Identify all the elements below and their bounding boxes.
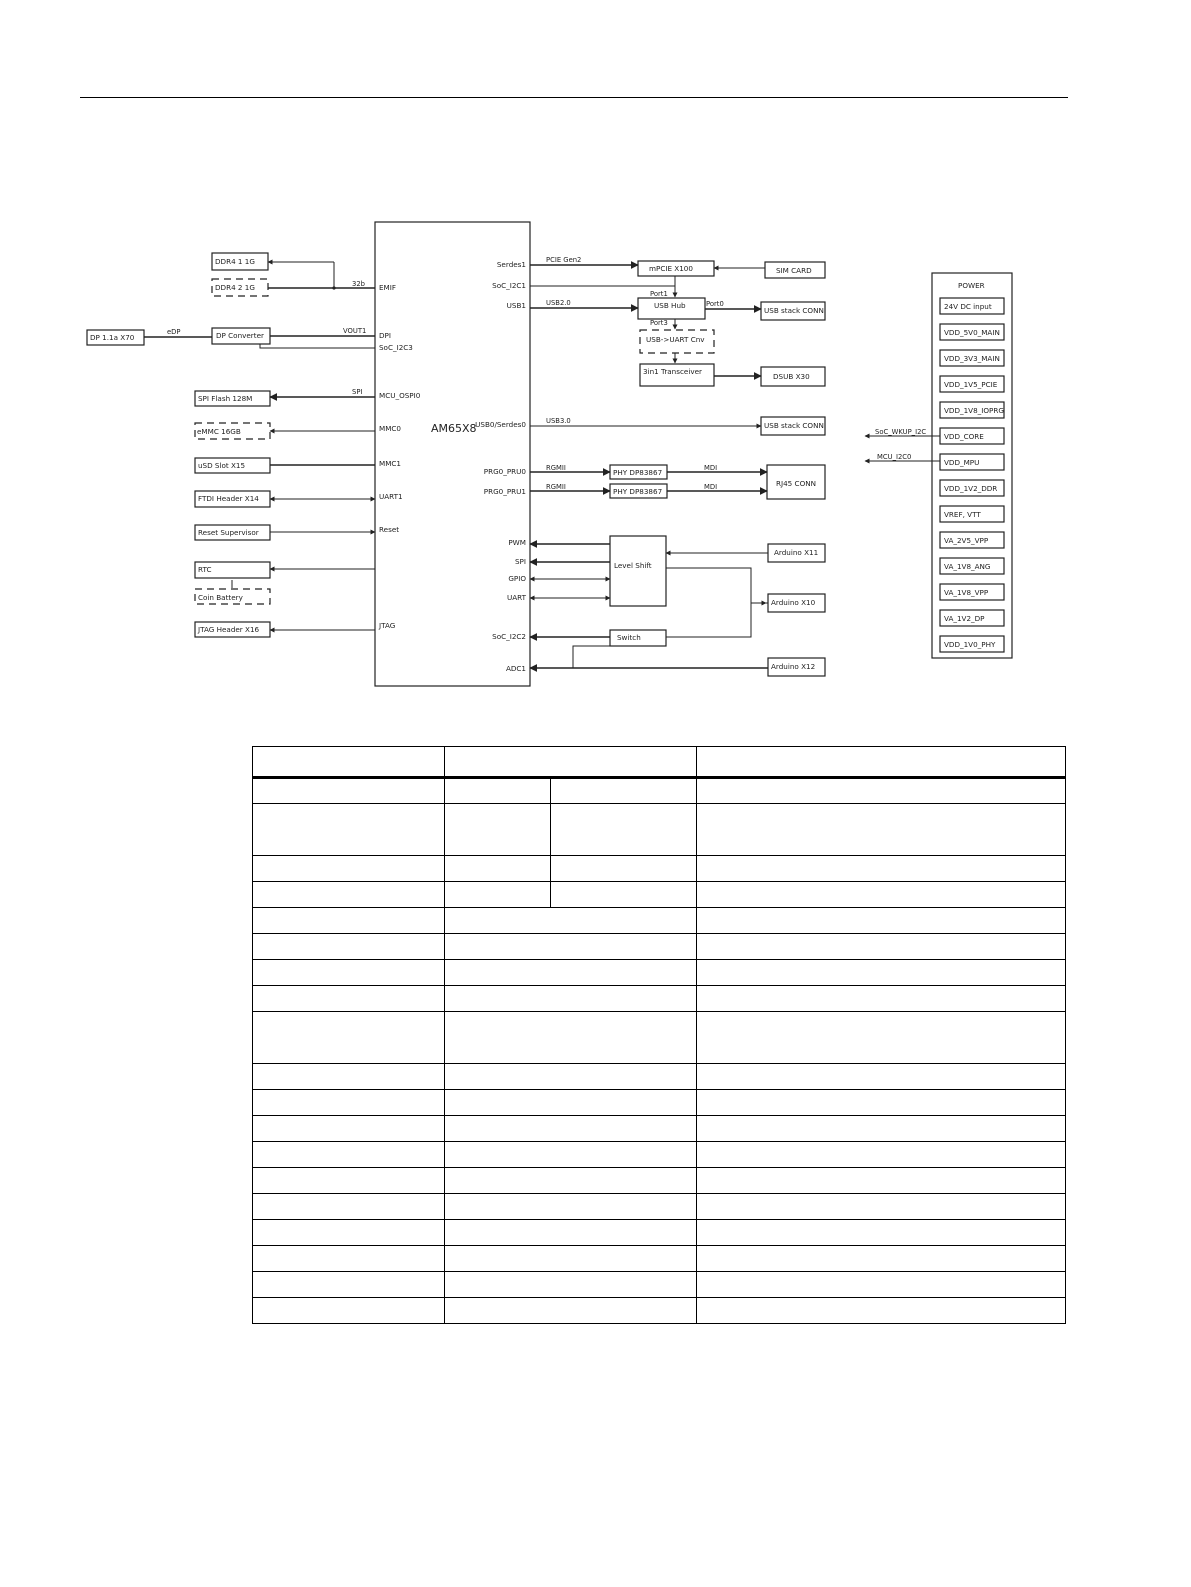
- usb-stack-2-label: USB stack CONN: [764, 421, 824, 430]
- dsub-label: DSUB X30: [773, 372, 810, 381]
- pin-prg0-pru0: PRG0_PRU0: [483, 467, 526, 476]
- arduino-x11-label: Arduino X11: [774, 548, 819, 557]
- power-rail-label: VDD_1V2_DDR: [944, 484, 998, 493]
- power-rail-label: 24V DC input: [944, 302, 992, 311]
- table-row: [253, 804, 1066, 856]
- pin-uart: UART: [506, 593, 526, 602]
- reset-supervisor-label: Reset Supervisor: [198, 528, 259, 537]
- phy1-label: PHY DP83867: [613, 487, 663, 496]
- pin-reset: Reset: [379, 525, 400, 534]
- power-rail-label: VREF, VTT: [944, 510, 981, 519]
- table-row: [253, 1142, 1066, 1168]
- table-row: [253, 1168, 1066, 1194]
- mpcie-label: mPCIE X100: [649, 264, 693, 273]
- rj45-label: RJ45 CONN: [776, 479, 816, 488]
- power-rail-label: VDD_CORE: [944, 432, 984, 441]
- table-row: [253, 1012, 1066, 1064]
- table-header-cell: [253, 747, 445, 778]
- table-row: [253, 856, 1066, 882]
- emmc-label: eMMC 16GB: [197, 427, 241, 436]
- usb3-label: USB3.0: [546, 417, 571, 425]
- table-row: [253, 1116, 1066, 1142]
- table-row: [253, 908, 1066, 934]
- spi-label: SPI: [352, 388, 363, 396]
- pin-mcu-ospi0: MCU_OSPI0: [379, 391, 421, 400]
- rgmii-1-label: RGMII: [546, 483, 566, 491]
- mdi-0-label: MDI: [704, 464, 718, 472]
- vout1-label: VOUT1: [343, 327, 367, 335]
- table-row: [253, 1298, 1066, 1324]
- sim-card-label: SIM CARD: [776, 266, 812, 275]
- transceiver-label: 3in1 Transceiver: [643, 367, 702, 376]
- arduino-x10-label: Arduino X10: [771, 598, 816, 607]
- pin-emif: EMIF: [379, 283, 396, 292]
- pin-usb1: USB1: [506, 301, 526, 310]
- table-row: [253, 1090, 1066, 1116]
- table-row: [253, 778, 1066, 804]
- spec-table: [252, 746, 1066, 1324]
- ddr4-2-label: DDR4 2 1G: [215, 283, 255, 292]
- block-diagram: [0, 0, 1191, 740]
- pin-usb0-serdes0: USB0/Serdes0: [475, 420, 526, 429]
- mcu-i2c0-label: MCU_I2C0: [877, 453, 912, 461]
- port0-label: Port0: [706, 300, 724, 308]
- table-row: [253, 1246, 1066, 1272]
- usb-uart-label: USB->UART Cnv: [646, 335, 705, 344]
- pin-uart1: UART1: [379, 492, 403, 501]
- ddr4-1-label: DDR4 1 1G: [215, 257, 255, 266]
- pin-dpi: DPI: [379, 331, 391, 340]
- table-row: [253, 1220, 1066, 1246]
- level-shift-label: Level Shift: [614, 561, 652, 570]
- rtc-label: RTC: [198, 565, 212, 574]
- power-rail-label: VA_1V2_DP: [944, 614, 985, 623]
- power-rail-label: VA_2V5_VPP: [944, 536, 989, 545]
- pin-soc-i2c2: SoC_I2C2: [492, 632, 526, 641]
- usb-hub-label: USB Hub: [654, 301, 686, 310]
- arduino-x12-label: Arduino X12: [771, 662, 816, 671]
- port1-label: Port1: [650, 290, 668, 298]
- rgmii-0-label: RGMII: [546, 464, 566, 472]
- power-rail-label: VDD_1V0_PHY: [944, 640, 996, 649]
- pcie-gen2-label: PCIE Gen2: [546, 256, 582, 264]
- usb-stack-1-label: USB stack CONN: [764, 306, 824, 315]
- power-rail-label: VA_1V8_ANG: [944, 562, 991, 571]
- table-header-cell: [445, 747, 697, 778]
- dp-connector-label: DP 1.1a X70: [90, 333, 135, 342]
- table-header-row: [253, 747, 1066, 778]
- mdi-1-label: MDI: [704, 483, 718, 491]
- bus-32b-label: 32b: [352, 280, 365, 288]
- port3-label: Port3: [650, 319, 668, 327]
- pin-prg0-pru1: PRG0_PRU1: [483, 487, 526, 496]
- table-row: [253, 986, 1066, 1012]
- usd-slot-label: uSD Slot X15: [198, 461, 246, 470]
- table-row: [253, 1194, 1066, 1220]
- spi-flash-label: SPI Flash 128M: [198, 394, 253, 403]
- pin-spi: SPI: [514, 557, 526, 566]
- soc-label: AM65X8: [431, 422, 477, 435]
- table-row: [253, 1272, 1066, 1298]
- soc-wkup-i2c-label: SoC_WKUP_I2C: [875, 428, 927, 436]
- pin-pwm: PWM: [508, 538, 526, 547]
- power-rail-label: VA_1V8_VPP: [944, 588, 989, 597]
- table-row: [253, 960, 1066, 986]
- pin-serdes1: Serdes1: [496, 260, 526, 269]
- switch-label: Switch: [617, 633, 641, 642]
- power-rail-label: VDD_1V8_IOPRG: [944, 406, 1004, 415]
- usb2-label: USB2.0: [546, 299, 571, 307]
- table-row: [253, 1064, 1066, 1090]
- ftdi-header-label: FTDI Header X14: [198, 494, 259, 503]
- pin-soc-i2c1: SoC_I2C1: [492, 281, 526, 290]
- soc-block: [375, 222, 530, 686]
- pin-jtag: JTAG: [379, 621, 396, 630]
- pin-soc-i2c3: SoC_I2C3: [379, 343, 413, 352]
- table-row: [253, 882, 1066, 908]
- power-rail-label: VDD_MPU: [944, 458, 980, 467]
- pin-mmc0: MMC0: [379, 424, 401, 433]
- table-header-cell: [697, 747, 1066, 778]
- level-shift-block: [610, 536, 666, 606]
- table-row: [253, 934, 1066, 960]
- power-rail-label: VDD_3V3_MAIN: [944, 354, 1000, 363]
- coin-battery-label: Coin Battery: [198, 593, 243, 602]
- dp-converter-label: DP Converter: [216, 331, 264, 340]
- pin-adc1: ADC1: [505, 664, 526, 673]
- pin-gpio: GPIO: [508, 574, 526, 583]
- jtag-header-label: JTAG Header X16: [198, 625, 260, 634]
- edp-label: eDP: [167, 328, 181, 336]
- power-rail-label: VDD_5V0_MAIN: [944, 328, 1000, 337]
- power-title: POWER: [958, 281, 985, 290]
- phy0-label: PHY DP83867: [613, 468, 663, 477]
- power-rail-label: VDD_1V5_PCIE: [944, 380, 998, 389]
- pin-mmc1: MMC1: [379, 459, 401, 468]
